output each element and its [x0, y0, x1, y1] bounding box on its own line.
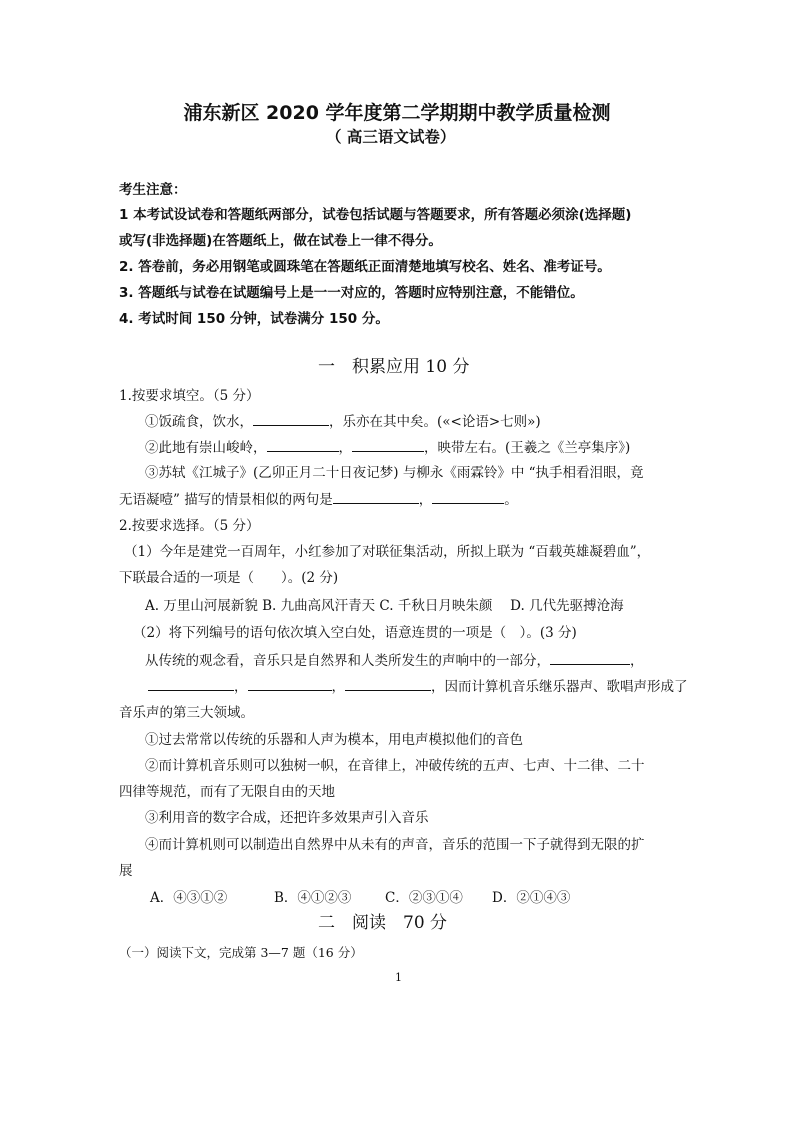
page-title: 浦东新区 2020 学年度第二学期期中教学质量检测 [183, 102, 611, 124]
passage-line1 [145, 651, 644, 670]
q1c-post: 。 [504, 492, 518, 508]
q1a-post: ，乐亦在其中矣。(«<论语>七则») [329, 414, 541, 430]
section-2-title: 二 阅读 70 分 [318, 913, 448, 933]
q1c-pre: 无语凝噎” 描写的情景相似的两句是 [119, 492, 333, 508]
question-1a [145, 412, 541, 431]
passage-line3: 音乐声的第三大领域。 [119, 705, 254, 721]
q1c-mid: ， [418, 492, 433, 508]
question-1c-line1: ③苏轼《江城子》(乙卯正月二十日夜记梦) 与柳永《雨霖铃》中 “执手相看泪眼，竟 [145, 465, 644, 481]
option-d: D．②①④③ [492, 890, 571, 906]
passage-text: ，因而计算机音乐继乐器声、歌唱声形成了 [431, 679, 688, 695]
sentence-item-2-line1: ②而计算机音乐则可以独树一帜，在音律上，冲破传统的五声、七声、十二律、二十 [145, 758, 645, 774]
answer-blank[interactable] [333, 490, 419, 504]
answer-blank[interactable] [267, 438, 339, 452]
answer-blank[interactable] [253, 412, 329, 426]
answer-blank[interactable] [432, 490, 504, 504]
question-1b [145, 438, 630, 457]
passage-line2 [148, 677, 688, 696]
sentence-item-4-line1: ④而计算机则可以制造出自然界中从未有的声音，音乐的范围一下子就得到无限的扩 [145, 837, 645, 853]
answer-blank[interactable] [148, 677, 234, 691]
sentence-item-3: ③利用音的数字合成，还把许多效果声引入音乐 [145, 810, 429, 826]
q1b-post: ，映带左右。(王羲之《兰亭集序》) [424, 440, 631, 456]
question-2-1-line1: （1）今年是建党一百周年，小红参加了对联征集活动，所拟上联为 “百载英雄凝碧血”， [124, 544, 651, 560]
question-1c-line2 [119, 490, 518, 509]
question-1-stem: 1.按要求填空。（5 分） [119, 388, 260, 404]
notice-line: 4. 考试时间 150 分钟，试卷满分 150 分。 [119, 311, 389, 327]
notice-line: 1 本考试设试卷和答题纸两部分，试卷包括试题与答题要求，所有答题必须涂(选择题) [119, 207, 632, 223]
answer-blank[interactable] [248, 677, 332, 691]
option-c: C．②③①④ [385, 890, 463, 906]
q1b-mid: ， [338, 440, 352, 456]
answer-blank[interactable] [550, 651, 630, 665]
section-1-title: 一 积累应用 10 分 [318, 357, 470, 377]
notice-line: 或写(非选择题)在答题纸上，做在试卷上一律不得分。 [119, 233, 442, 249]
answer-blank[interactable] [352, 438, 424, 452]
passage-comma: ， [331, 679, 345, 695]
page-number: 1 [395, 971, 402, 984]
reading-part-1: （一）阅读下文，完成第 3—7 题（16 分） [119, 945, 363, 960]
passage-comma: ， [630, 653, 644, 669]
passage-comma: ， [234, 679, 248, 695]
question-2-1-line2: 下联最合适的一项是（ ）。(2 分) [119, 570, 339, 586]
sentence-item-1: ①过去常常以传统的乐器和人声为模本，用电声模拟他们的音色 [145, 732, 523, 748]
q1b-pre: ②此地有崇山峻岭， [145, 440, 267, 456]
option-a: A．④③①② [150, 890, 228, 906]
notice-line: 3. 答题纸与试卷在试题编号上是一一对应的，答题时应特别注意，不能错位。 [119, 285, 584, 301]
option-b: B．④①②③ [274, 890, 352, 906]
notice-heading: 考生注意： [119, 182, 187, 198]
passage-text: 从传统的观念看，音乐只是自然界和人类所发生的声响中的一部分， [145, 653, 550, 669]
question-2-1-options: A. 万里山河展新貌 B. 九曲高风汗青天 C. 千秋日月映朱颜 D. 几代先驱搏沧海 [145, 598, 624, 614]
question-2-2-stem: （2）将下列编号的语句依次填入空白处，语意连贯的一项是（ ）。(3 分) [133, 625, 577, 641]
sentence-item-4-line2: 展 [119, 863, 133, 879]
question-2-stem: 2.按要求选择。（5 分） [119, 518, 260, 534]
page-subtitle: （ 高三语文试卷） [326, 128, 456, 146]
sentence-item-2-line2: 四律等规范，而有了无限自由的天地 [119, 784, 335, 800]
notice-line: 2. 答卷前，务必用钢笔或圆珠笔在答题纸正面清楚地填写校名、姓名、准考证号。 [119, 259, 611, 275]
q1a-pre: ①饭疏食，饮水， [145, 414, 253, 430]
answer-blank[interactable] [345, 677, 431, 691]
